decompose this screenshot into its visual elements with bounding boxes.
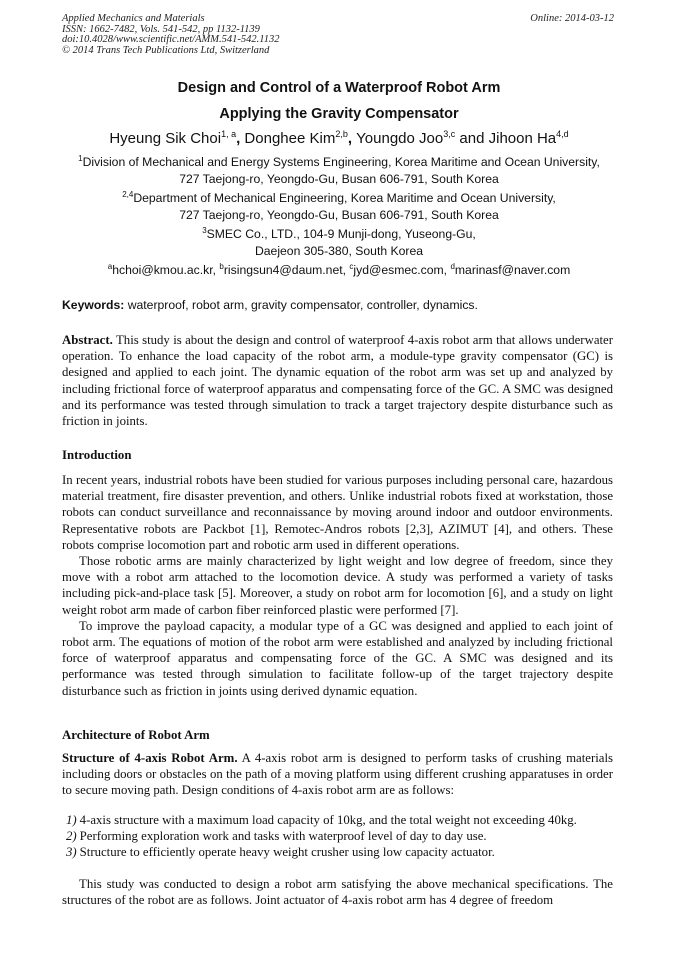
author-name: Donghee Kim	[244, 130, 336, 147]
paragraph: To improve the payload capacity, a modular type of a GC was designed and applied to each joint of robot arm. The equations of motion of the robot arm were established and analyzed by including frictional force of waterproof apparatus and compensating force of the GC. A SMC was designed and its performance was tested through simulation to facilitate follow-up of the target trajectory despite disturbance such as friction in joints using derived dynamic equation.	[62, 618, 613, 698]
introduction-body	[62, 472, 613, 699]
paragraph: Those robotic arms are mainly characterized by light weight and low degree of freedom, since they move with a robot arm attached to the locomotion device. A study was performed a variety of tasks including pick-and-place task [5]. Moreover, a study on robot arm for locomotion [6], and a study on light weight robot arm made of carbon fiber reinforced plastic were performed [7].	[62, 554, 613, 617]
affiliation-sup: 3	[202, 226, 207, 235]
email-sup: d	[450, 262, 455, 271]
affiliation-sup: 1	[78, 154, 83, 163]
paragraph: In recent years, industrial robots have been studied for various purposes including personal care, hazardous material treatment, fire disaster prevention, and others. Unlike industrial robots fixed at workstation, those robots can conduct surveillance and reconnaissance by moving around indoor and outdoor environments. Representative robots are Packbot [1], Remotec-Andros robots [2,3], AZIMUT [4], and others. These robots comprise locomotion part and robotic arm used in different operations.	[62, 473, 613, 552]
author-separator: ,	[347, 130, 357, 147]
affiliation-line: 727 Taejong-ro, Yeongdo-Gu, Busan 606-791, South Korea	[179, 208, 499, 222]
email-sup: c	[349, 262, 354, 271]
list-text: Structure to efficiently operate heavy weight crusher using low capacity actuator.	[79, 845, 495, 860]
abstract-text: This study is about the design and control of waterproof 4-axis robot arm that allows underwater operation. To enhance the load capacity of the robot arm, a module-type gravity compensator (GC) is designed and applied to each joint. The dynamic equation of the robot arm was set up and analyzed by including frictional force of waterproof apparatus and compensating force of the GC. A SMC was designed and its performance was tested through simulation to track a target trajectory despite disturbance such as friction in joints.	[62, 333, 613, 429]
email-address: marinasf@naver.com	[454, 263, 571, 277]
affiliation-1	[0, 154, 678, 188]
affiliation-line: SMEC Co., LTD., 104-9 Munji-dong, Yuseong-Gu,	[206, 227, 476, 241]
keywords	[62, 298, 478, 312]
architecture-body	[62, 750, 613, 799]
list-item	[66, 812, 614, 828]
section-heading-architecture: Architecture of Robot Arm	[62, 728, 210, 742]
author-sup: 2,b	[335, 129, 348, 139]
journal-header	[62, 14, 279, 56]
list-text: 4-axis structure with a maximum load capacity of 10kg, and the total weight not exceeding 40kg.	[79, 813, 577, 827]
author-separator: ,	[236, 130, 245, 147]
issn-line: ISSN: 1662-7482, Vols. 541-542, pp 1132-1139	[62, 23, 260, 35]
paper-title-line-1: Design and Control of a Waterproof Robot Arm	[177, 80, 501, 96]
list-number: 3)	[66, 845, 77, 860]
author-name: Hyeung Sik Choi	[109, 130, 222, 147]
journal-name: Applied Mechanics and Materials	[62, 13, 205, 24]
author-list	[0, 130, 678, 147]
design-conditions-list	[66, 812, 614, 861]
author-sup: 1, a	[221, 129, 237, 139]
online-date: Online: 2014-03-12	[530, 13, 614, 24]
keywords-text: waterproof, robot arm, gravity compensator, controller, dynamics.	[124, 298, 478, 312]
email-sup: b	[219, 262, 224, 271]
author-name: Youngdo Joo	[356, 130, 444, 147]
affiliation-2	[0, 190, 678, 224]
list-number: 2)	[66, 829, 77, 844]
author-and: and	[455, 130, 489, 147]
copyright-line: © 2014 Trans Tech Publications Ltd, Switzerland	[62, 44, 270, 56]
list-item	[66, 828, 614, 844]
author-name: Jihoon Ha	[488, 130, 557, 147]
affiliation-3	[0, 226, 678, 260]
author-sup: 3,c	[443, 129, 456, 139]
paper-title-line-2: Applying the Gravity Compensator	[219, 106, 459, 122]
affiliation-line: Department of Mechanical Engineering, Korea Maritime and Ocean University,	[133, 191, 556, 205]
author-sup: 4,d	[556, 129, 569, 139]
list-number: 1)	[66, 813, 77, 827]
email-sup: a	[107, 262, 113, 271]
paragraph: This study was conducted to design a robot arm satisfying the above mechanical specifications. The structures of the robot are as follows. Joint actuator of 4-axis robot arm has 4 degree of freedom	[62, 877, 613, 908]
affiliation-line: Daejeon 305-380, South Korea	[254, 244, 424, 258]
doi-line: doi:10.4028/www.scientific.net/AMM.541-542.1132	[62, 34, 280, 45]
email-address: risingsun4@daum.net	[223, 263, 343, 277]
affiliation-line: Division of Mechanical and Energy Systems Engineering, Korea Maritime and Ocean University,	[82, 155, 600, 169]
email-address: hchoi@kmou.ac.kr	[112, 263, 213, 277]
email-address: jyd@esmec.com	[353, 263, 444, 277]
subsection-text: A 4-axis robot arm is designed to perform tasks of crushing materials including doors or obstacles on the path of a moving platform using different crushing apparatuses in order to secure moving path. Design conditions of 4-axis robot arm are as follows:	[62, 751, 613, 798]
email-list: $^a$hchoi@kmou.ac.kr, $^b$risingsun4@daum.net, $^c$jyd@esmec.com, $^d$marinasf@naver.com	[107, 262, 571, 277]
abstract-label: Abstract.	[62, 333, 113, 347]
abstract	[62, 332, 613, 429]
keywords-label: Keywords:	[62, 298, 125, 312]
architecture-final-paragraph	[62, 876, 613, 908]
subsection-label: Structure of 4-axis Robot Arm.	[62, 751, 238, 765]
affiliation-line: 727 Taejong-ro, Yeongdo-Gu, Busan 606-791, South Korea	[179, 172, 499, 186]
list-item	[66, 844, 614, 860]
section-heading-introduction: Introduction	[62, 448, 132, 462]
list-text: Performing exploration work and tasks with waterproof level of day to day use.	[79, 829, 487, 844]
affiliation-sup: 2,4	[122, 190, 134, 199]
